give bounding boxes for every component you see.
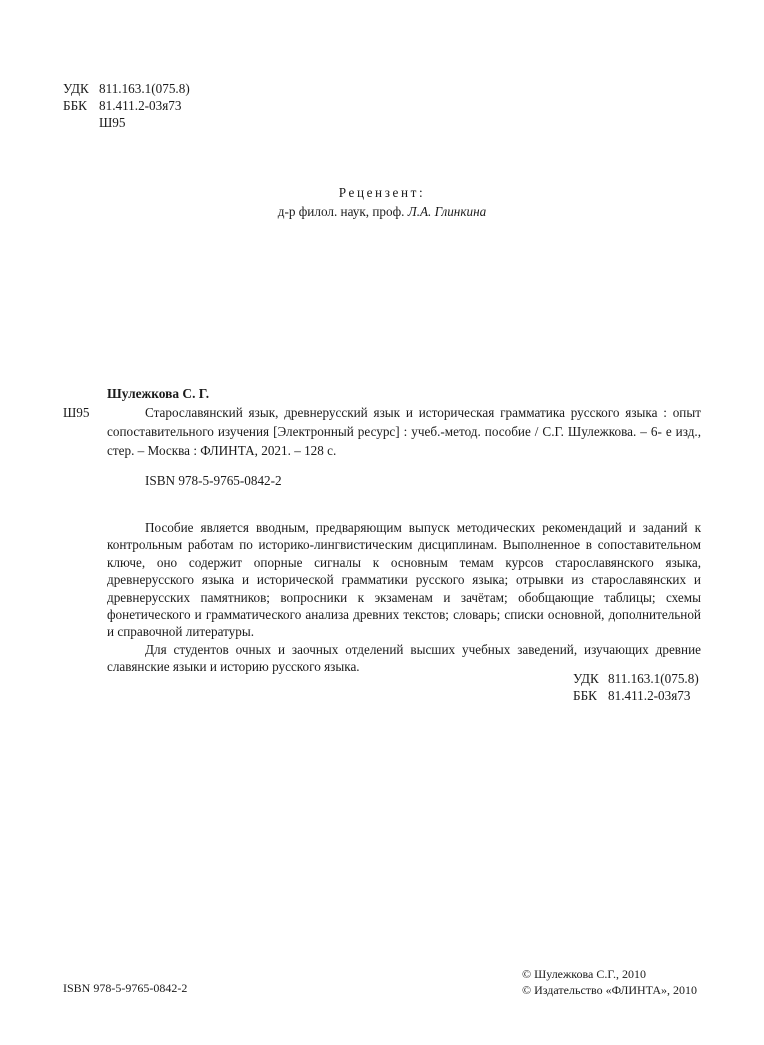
bbk-line	[63, 97, 190, 114]
copyright-author: © Шулежкова С.Г., 2010	[522, 967, 646, 981]
reviewer-heading: Рецензент:	[338, 185, 426, 200]
footer-isbn: ISBN 978-5-9765-0842-2	[63, 981, 188, 995]
isbn-line: ISBN 978-5-9765-0842-2	[145, 473, 282, 488]
author-heading: Шулежкова С. Г.	[107, 386, 210, 401]
bbk-label: ББК	[63, 98, 87, 113]
citation-text: Старославянский язык, древнерусский язык и историческая грамматика русского языка : опыт сопоставительного изучения [Электронный ресурс] : учеб.-метод. пособие / С.Г. Шулежкова. – 6- е изд., стер. – Москва : ФЛИНТА, 2021. – 128 с.	[107, 405, 701, 458]
copyright-block	[522, 966, 697, 998]
bbk-value-bottom: 81.411.2-03я73	[608, 688, 691, 703]
top-classification-block	[63, 80, 190, 131]
abstract-paragraph-1: Пособие является вводным, предваряющим выпуск методических рекомендаций и заданий к контрольным работам по историко-лингвистическим дисциплинам. Выполненное в сопоставительном ключе, оно содержит опорные сигналы к основным темам курсов старославянского языка, древнерусского языка и исторической грамматики русского языка; отрывки из старославянских и древнерусских памятников; вопросники к экзаменам и зачётам; обобщающие таблицы; схемы фонетического и грамматического анализа древних текстов; словарь; списки основной, дополнительной и справочной литературы.	[107, 520, 701, 640]
udk-label-bottom: УДК	[573, 671, 599, 686]
udk-line-bottom	[573, 670, 699, 687]
author-mark-line	[63, 114, 190, 131]
reviewer-name: Л.А. Глинкина	[407, 204, 487, 219]
udk-value-bottom: 811.163.1(075.8)	[608, 671, 699, 686]
bbk-value: 81.411.2-03я73	[99, 98, 182, 113]
udk-line	[63, 80, 190, 97]
bottom-classification-block	[573, 670, 699, 704]
abstract-paragraph-2: Для студентов очных и заочных отделений высших учебных заведений, изучающих древние славянские языки и историю русского языка.	[107, 641, 701, 675]
abstract-block	[107, 519, 701, 676]
udk-label: УДК	[63, 81, 89, 96]
author-mark: Ш95	[99, 115, 126, 130]
reviewer-line	[63, 202, 701, 221]
reviewer-degree: д-р филол. наук, проф.	[277, 204, 405, 219]
bbk-line-bottom	[573, 687, 699, 704]
copyright-publisher: © Издательство «ФЛИНТА», 2010	[522, 983, 698, 997]
udk-value: 811.163.1(075.8)	[99, 81, 190, 96]
bbk-label-bottom: ББК	[573, 688, 597, 703]
citation-block	[107, 403, 701, 460]
author-mark-left: Ш95	[63, 405, 90, 420]
reviewer-block	[63, 183, 701, 221]
